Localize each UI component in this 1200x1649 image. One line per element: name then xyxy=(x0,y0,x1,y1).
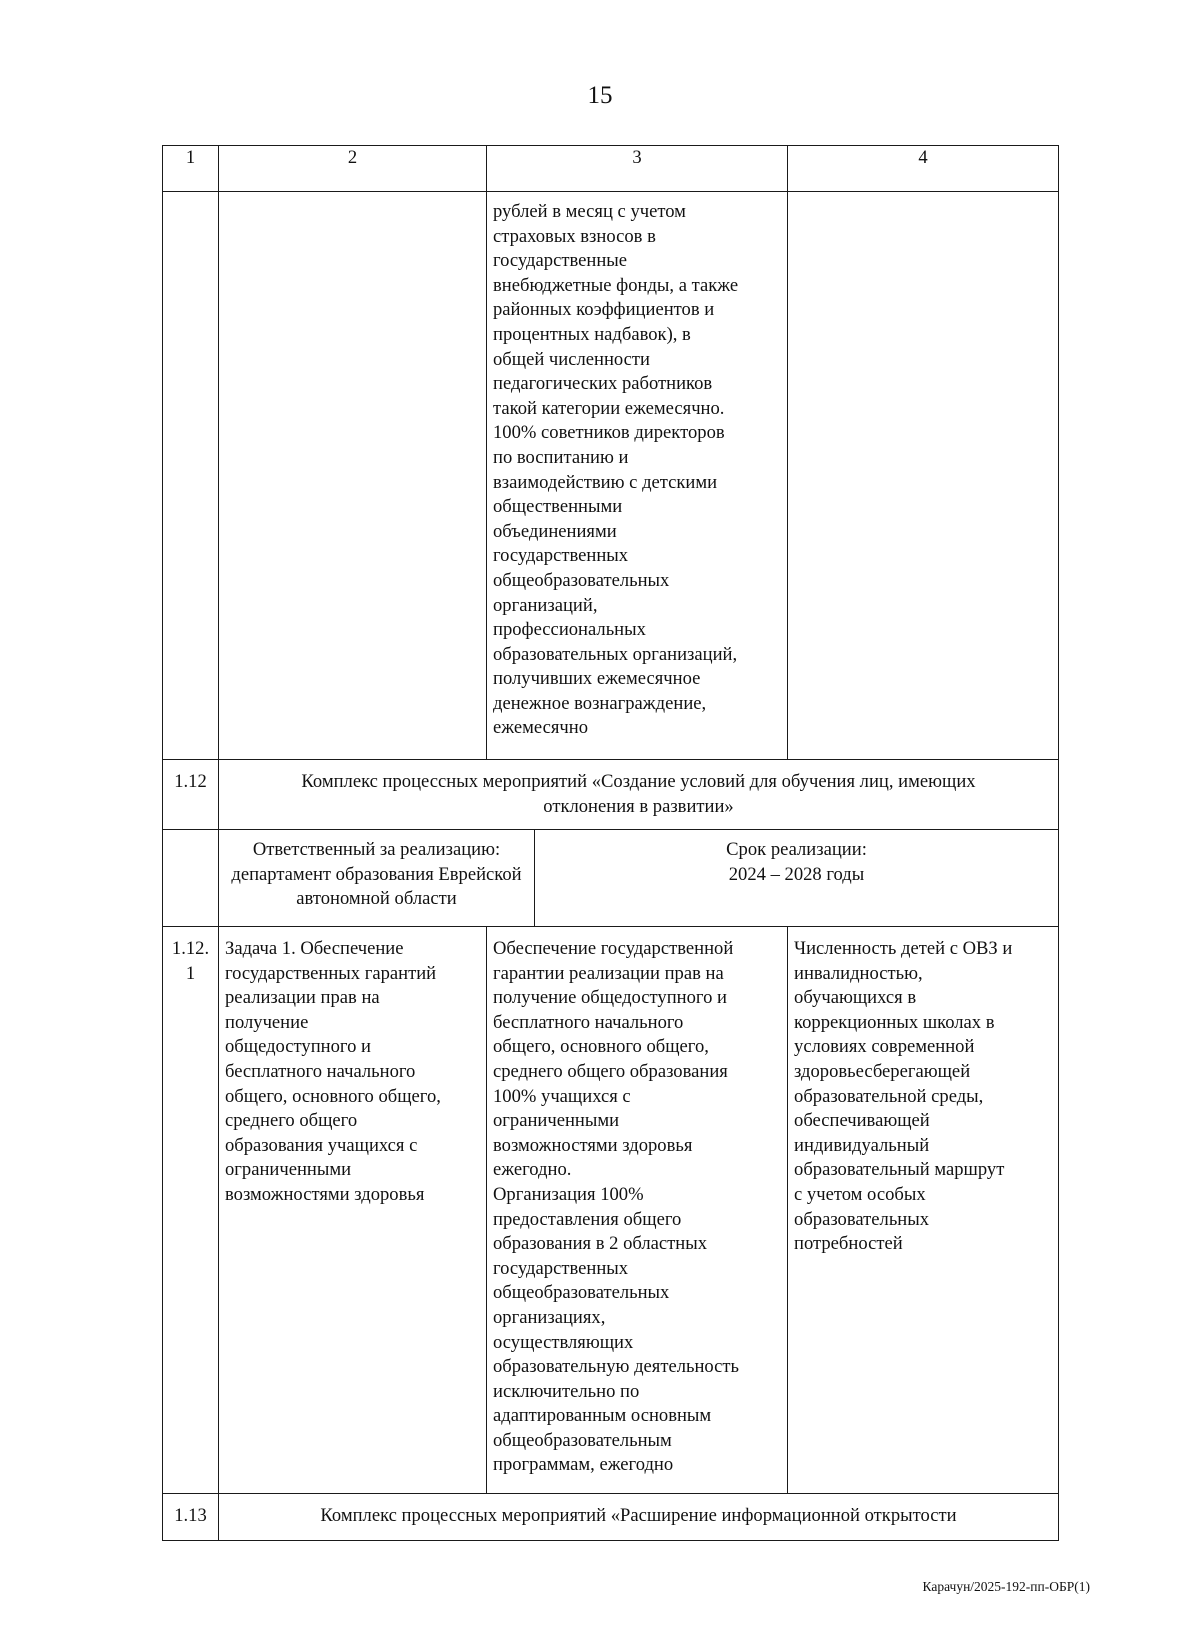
page-number: 15 xyxy=(587,82,613,109)
table-row-responsible xyxy=(163,830,1059,927)
cell-num-1-12: 1.12 xyxy=(163,760,219,830)
header-col-3: 3 xyxy=(487,146,788,192)
cell-empty-responsible-num xyxy=(163,830,219,927)
header-col-1: 1 xyxy=(163,146,219,192)
cell-num-1-13: 1.13 xyxy=(163,1494,219,1541)
cell-task-1-12-1 xyxy=(219,927,487,1494)
cell-empty-task xyxy=(219,192,487,760)
cell-result-1-12-1 xyxy=(487,927,788,1494)
cell-result-continuation xyxy=(487,192,788,760)
cell-num-1-12-1: 1.12. 1 xyxy=(163,927,219,1494)
header-col-2: 2 xyxy=(219,146,487,192)
task-text: Задача 1. Обеспечение государственных гарантий реализации прав на получение общедоступного и бесплатного начального общего, основного общего, среднего общего образования учащихся с ограниченными возможностями здоровья xyxy=(225,938,441,1205)
table-header-row xyxy=(163,146,1059,192)
result-continuation-text: рублей в месяц с учетом страховых взносов в государственные внебюджетные фонды, а также районных коэффициентов и процентных надбавок), в общей численности педагогических работников такой категории ежемесячно. 100% советников директоров по воспитанию и взаимодействию с детскими общественными объединениями государственных общеобразовательных организаций, профессиональных образовательных организаций, получивших ежемесячное денежное вознаграждение, ежемесячно xyxy=(493,201,739,739)
programme-table xyxy=(162,145,1059,1541)
cell-empty-num xyxy=(163,192,219,760)
document-reference: Карачун/2025-192-пп-ОБР(1) xyxy=(922,1579,1090,1594)
cell-responsible xyxy=(219,830,535,927)
responsible-text: Ответственный за реализацию: департамент образования Еврейской автономной области xyxy=(231,839,522,910)
title-1-13-text: Комплекс процессных мероприятий «Расширение информационной открытости xyxy=(320,1505,957,1526)
result-text: Обеспечение государственной гарантии реализации прав на получение общедоступного и бесплатного начального общего, основного общего, среднего общего образования 100% учащихся с ограниченными возможностями здоровья ежегодно. Организация 100% предоставления общего образования в 2 областных государственных общеобразовательных организациях, осуществляющих образовательную деятельность исключительно по адаптированным основным общеобразовательным программам, ежегодно xyxy=(493,938,740,1476)
cell-title-1-13 xyxy=(219,1494,1059,1541)
period-text: Срок реализации: 2024 – 2028 годы xyxy=(726,839,867,885)
cell-indicator-1-12-1 xyxy=(788,927,1059,1494)
cell-empty-indicator xyxy=(788,192,1059,760)
indicator-text: Численность детей с ОВЗ и инвалидностью, обучающихся в коррекционных школах в условиях современной здоровьесберегающей образовательной среды, обеспечивающей индивидуальный образовательный маршрут с учетом особых образовательных потребностей xyxy=(794,938,1013,1255)
cell-period xyxy=(535,830,1059,927)
cell-title-1-12 xyxy=(219,760,1059,830)
table-row-continuation xyxy=(163,192,1059,760)
title-1-12-text: Комплекс процессных мероприятий «Создание условий для обучения лиц, имеющих отклонения в развитии» xyxy=(301,771,976,817)
table-row-1-13 xyxy=(163,1494,1059,1541)
table-row-1-12-1 xyxy=(163,927,1059,1494)
table-row-1-12 xyxy=(163,760,1059,830)
header-col-4: 4 xyxy=(788,146,1059,192)
